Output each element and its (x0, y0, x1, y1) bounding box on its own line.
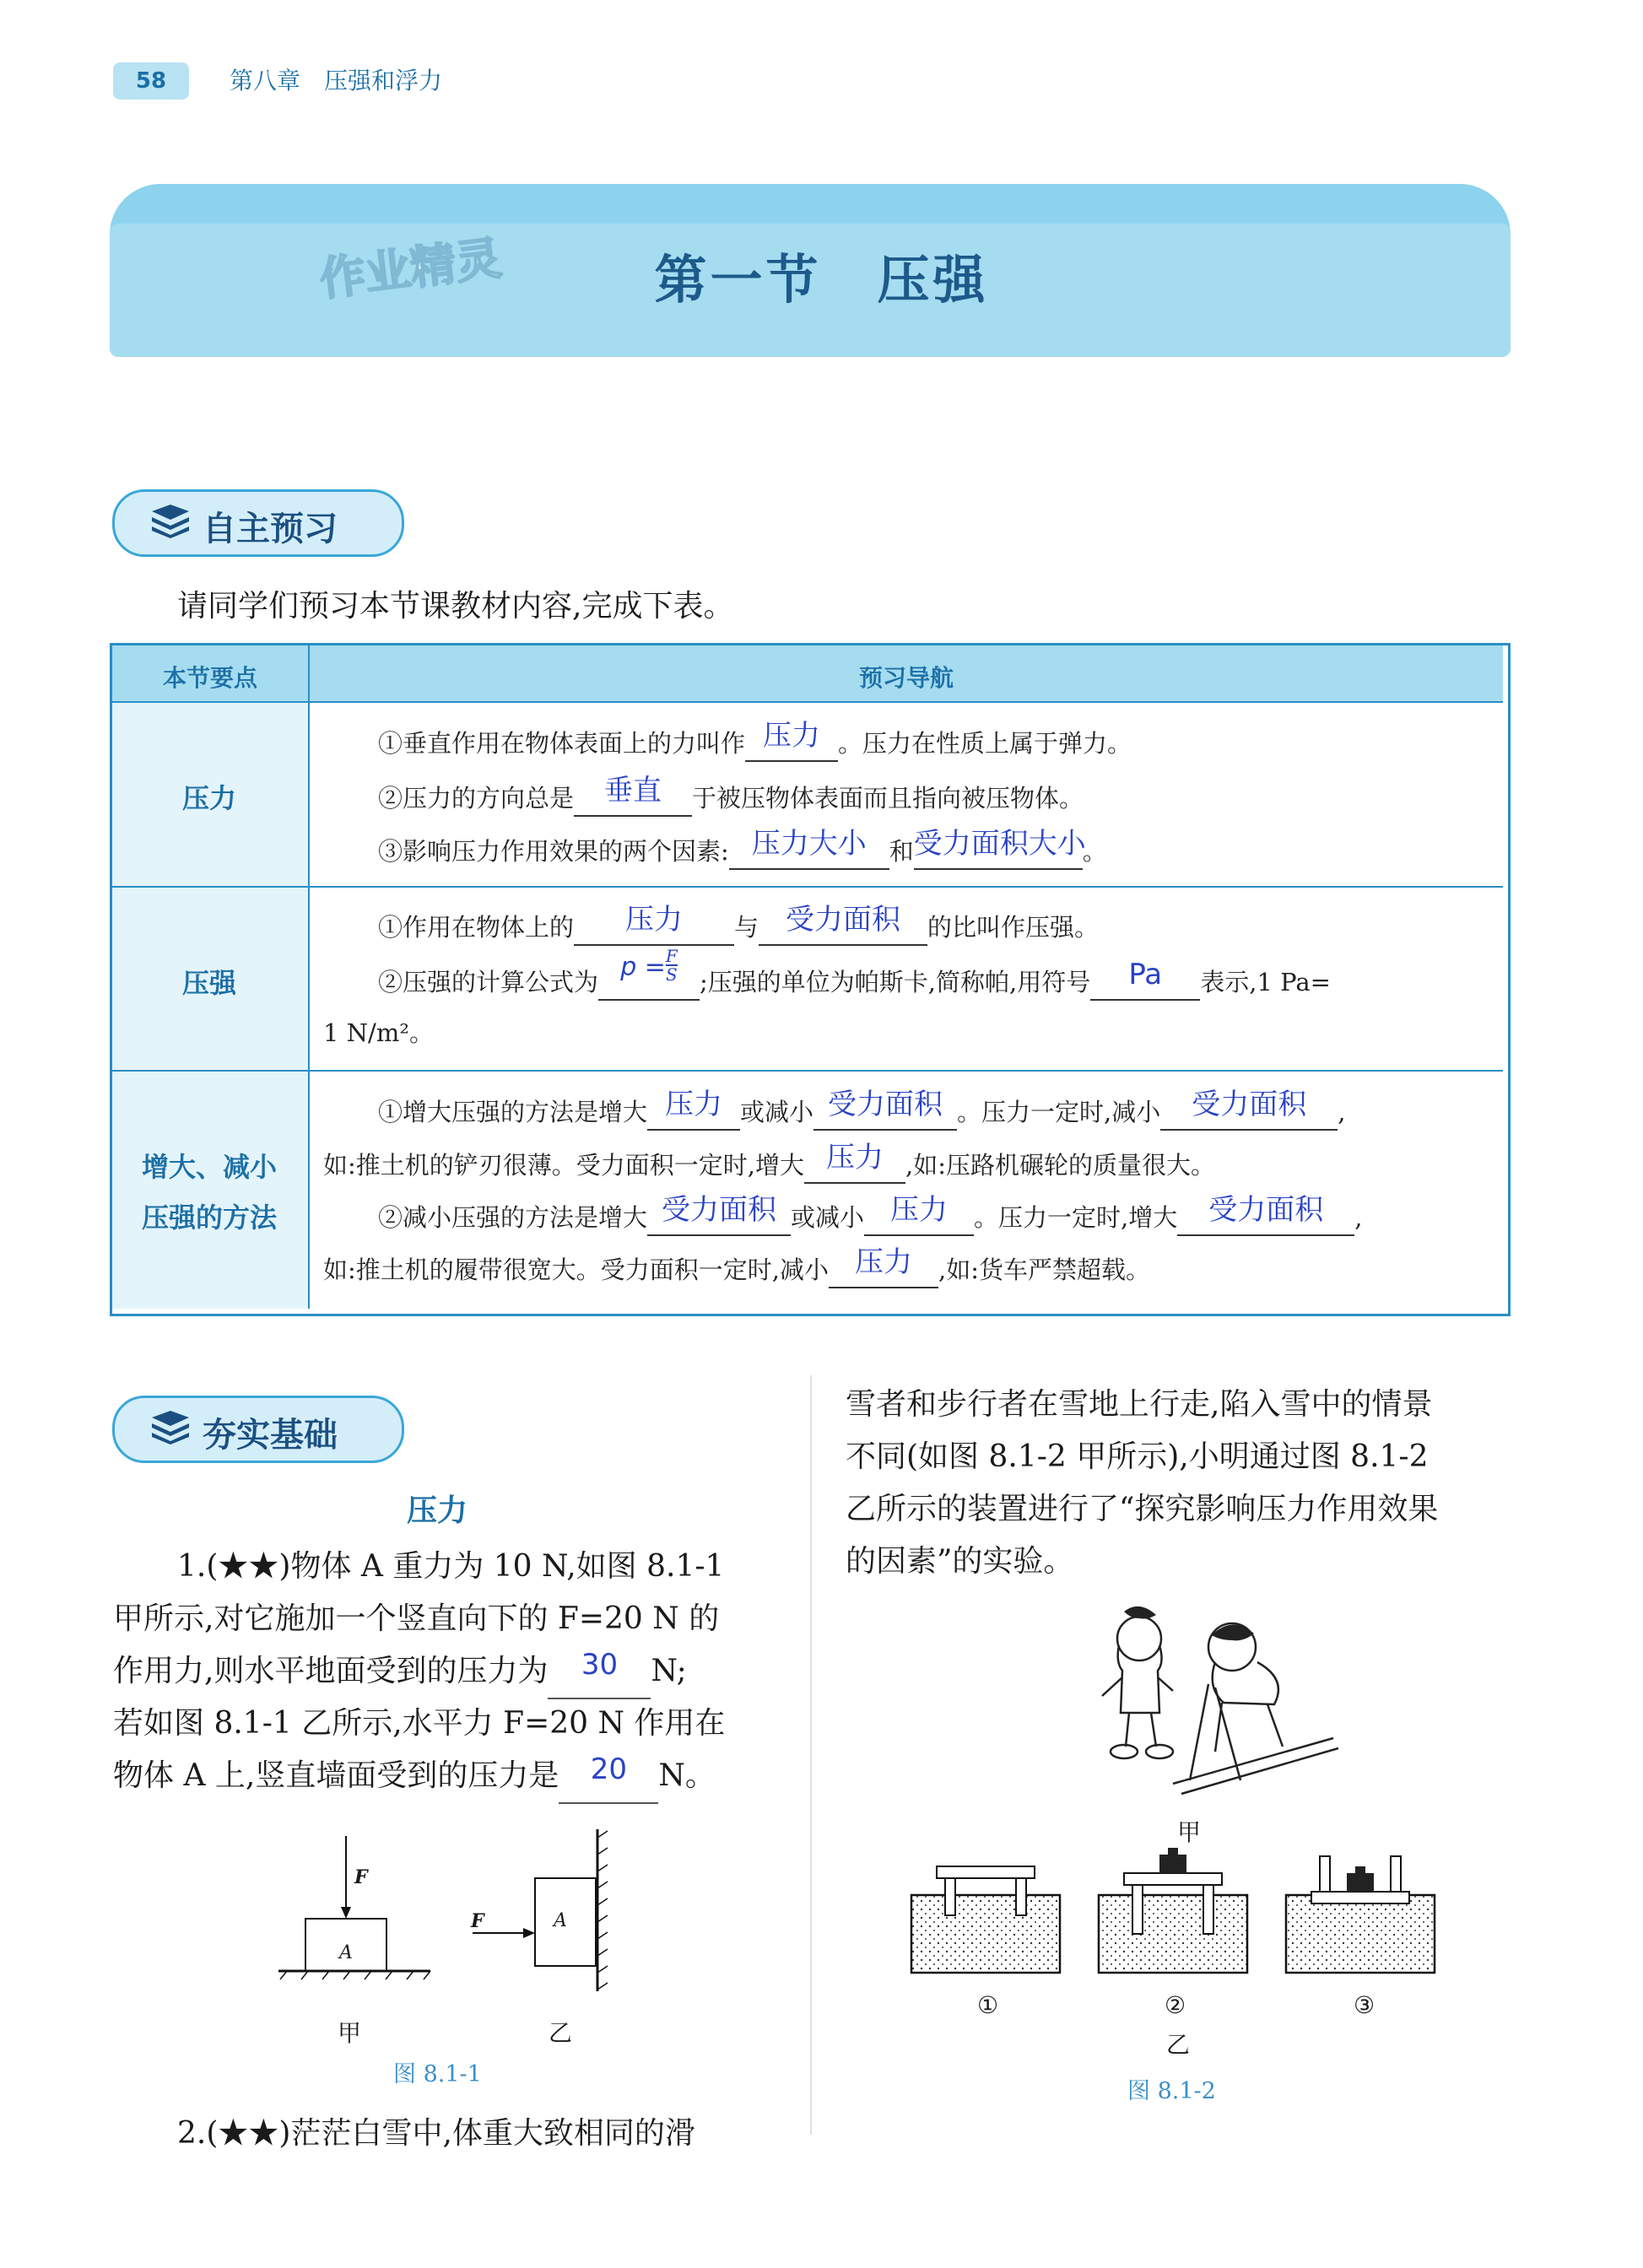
row3-line1: ①增大压强的方法是增大 压力 或减小 受力面积 。压力一定时,减小 受力面积 , (378, 1094, 1345, 1131)
q2-line4: 乙所示的装置进行了“探究影响压力作用效果 (846, 1492, 1439, 1526)
row-key-pressure-force: 压力 (181, 782, 236, 814)
chapter-title: 第八章 压强和浮力 (230, 67, 443, 94)
block-label-yi: A (554, 1910, 567, 1931)
fig2-label-1: ① (977, 1991, 999, 2019)
page-number: 58 (113, 62, 189, 100)
row1-line1: ①垂直作用在物体表面上的力叫作 压力 。压力在性质上属于弹力。 (378, 726, 1132, 762)
table-header-guide: 预习导航 (858, 664, 954, 692)
fig2-label-2: ② (1165, 1991, 1186, 2019)
intro-text: 请同学们预习本节课教材内容,完成下表。 (177, 589, 734, 624)
q2-line2: 雪者和步行者在雪地上行走,陷入雪中的情景 (846, 1387, 1433, 1422)
sponge-experiment-figure (903, 1848, 1443, 1974)
q1-line2: 甲所示,对它施加一个竖直向下的 F=20 N 的 (113, 1601, 720, 1636)
q1-line3: 作用力,则水平地面受到的压力为 30 N; (113, 1645, 687, 1699)
q1-line5: 物体 A 上,竖直墙面受到的压力是 20 N。 (113, 1750, 716, 1804)
q1-line4: 若如图 8.1-1 乙所示,水平力 F=20 N 作用在 (113, 1706, 726, 1741)
row2-line1: ①作用在物体上的 压力 与 受力面积 的比叫作压强。 (378, 910, 1099, 946)
q2-line3: 不同(如图 8.1-2 甲所示),小明通过图 8.1-2 (846, 1439, 1429, 1474)
row3-line3: ②减小压强的方法是增大 受力面积 或减小 压力 。压力一定时,增大 受力面积 , (378, 1200, 1362, 1236)
book-stack-icon (149, 1411, 192, 1444)
force-label-yi: F (471, 1910, 484, 1932)
row1-line2: ②压力的方向总是 垂直 于被压物体表面而且指向被压物体。 (378, 780, 1084, 817)
pressure-formula-fraction: $\frac{F}{S}$ (665, 946, 678, 985)
row1-line3: ③影响压力作用效果的两个因素: 压力大小 和受力面积大小。 (378, 834, 1107, 870)
page-title: 第一节 压强 (654, 249, 989, 310)
row-divider (112, 1070, 1503, 1072)
q1-line1: 1.(★★)物体 A 重力为 10 N,如图 8.1-1 (177, 1549, 725, 1584)
row3-line4: 如:推土机的履带很宽大。受力面积一定时,减小 压力 ,如:货车严禁超载。 (323, 1252, 1150, 1288)
row-key-methods-line1: 增大、减小 (141, 1151, 277, 1183)
row-divider (112, 701, 1503, 703)
fig1-label-jia: 甲 (338, 2019, 362, 2047)
fig2-caption: 图 8.1-2 (1127, 2078, 1216, 2104)
topic-subtitle: 压力 (407, 1493, 468, 1528)
section-label: 夯实基础 (203, 1416, 338, 1455)
section-pill-basics (112, 1396, 404, 1463)
section-label: 自主预习 (203, 510, 338, 548)
column-divider (308, 645, 310, 1309)
row3-line2: 如:推土机的铲刃很薄。受力面积一定时,增大 压力 ,如:压路机碾轮的质量很大。 (323, 1148, 1215, 1184)
row-key-methods-line2: 压强的方法 (141, 1202, 277, 1234)
book-stack-icon (149, 505, 192, 538)
fig1-caption: 图 8.1-1 (393, 2061, 482, 2087)
q2-line1: 2.(★★)茫茫白雪中,体重大致相同的滑 (177, 2116, 695, 2151)
block-label-jia: A (339, 1942, 353, 1963)
fig1-label-yi: 乙 (549, 2019, 573, 2047)
row2-line2: ②压强的计算公式为 p = $\frac{F}{S}$ ;压强的单位为帕斯卡,简称帕,用符号 Pa 表示,1 Pa= (378, 962, 1331, 1001)
row-key-pressure: 压强 (181, 967, 236, 999)
watermark-logo: 作业精灵 (316, 231, 505, 306)
column-divider-line (810, 1375, 812, 2135)
row-divider (112, 886, 1503, 888)
fig2-label-yi: 乙 (1166, 2031, 1191, 2059)
table-header-key: 本节要点 (162, 664, 257, 692)
fig2-label-jia: 甲 (1177, 1818, 1202, 1846)
row2-line3: 1 N/m²。 (323, 1018, 434, 1047)
q2-line5: 的因素”的实验。 (846, 1544, 1074, 1579)
skier-walker-illustration (1089, 1603, 1342, 1806)
force-label-jia: F (354, 1866, 368, 1888)
section-pill-preview (112, 489, 404, 557)
fig2-label-3: ③ (1354, 1991, 1375, 2019)
